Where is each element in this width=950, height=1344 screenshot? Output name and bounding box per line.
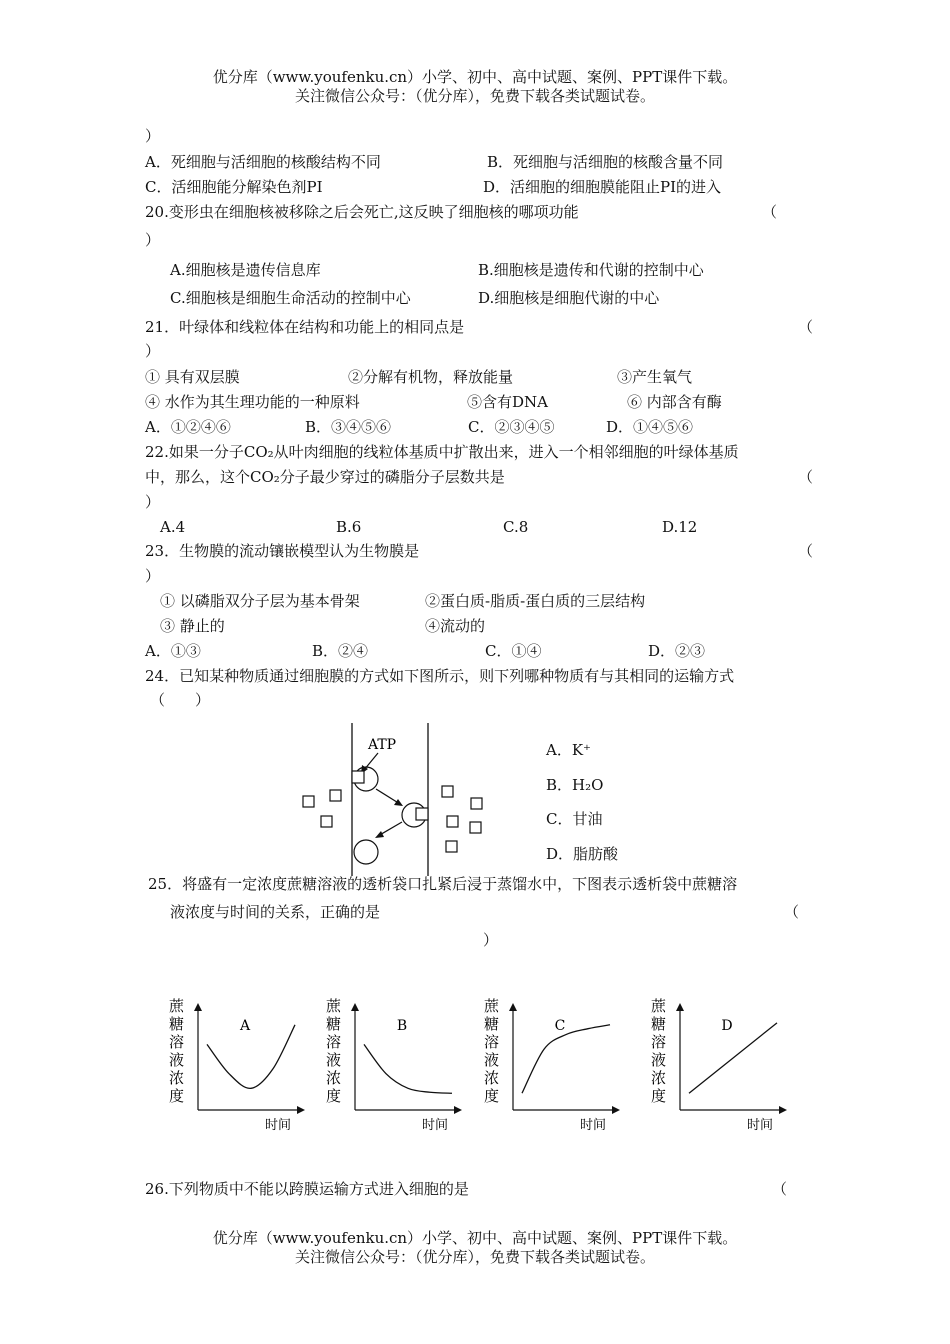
- transport-arrow-1-head: [394, 799, 403, 806]
- chart-C: [478, 995, 628, 1135]
- transport-arrow-2-head: [375, 831, 384, 838]
- q26-stem: 26.下列物质中不能以跨膜运输方式进入细胞的是: [145, 1180, 469, 1198]
- chart-C-ylabel-char: 液: [484, 1051, 500, 1069]
- chart-D-y-arrow: [676, 1003, 684, 1011]
- chart-B-ylabel-char: 液: [326, 1051, 342, 1069]
- q19-option-c: C．活细胞能分解染色剂PI: [145, 178, 323, 196]
- q24-option-c: C．甘油: [546, 810, 603, 828]
- chart-A-y-arrow: [194, 1003, 202, 1011]
- chart-B-title: B: [396, 1018, 408, 1034]
- chart-D-ylabel-char: 蔗: [651, 997, 667, 1015]
- molecule-outside-1: [303, 796, 314, 807]
- molecule-inside-3: [447, 816, 458, 827]
- q26-paren-open: （: [772, 1180, 788, 1198]
- chart-B: [320, 995, 470, 1135]
- q20-option-a: A.细胞核是遗传信息库: [170, 261, 321, 279]
- q22-stem-line-2: 中，那么，这个CO₂分子最少穿过的磷脂分子层数共是: [145, 468, 505, 486]
- q20-paren-close: ）: [145, 231, 161, 249]
- q24-stem: 24．已知某种物质通过细胞膜的方式如下图所示，则下列哪种物质有与其相同的运输方式: [145, 667, 735, 685]
- chart-B-y-arrow: [351, 1003, 359, 1011]
- q21-stem: 21．叶绿体和线粒体在结构和功能上的相同点是: [145, 318, 465, 336]
- chart-B-curve: [364, 1044, 452, 1093]
- molecule-on-carrier-2: [416, 808, 428, 820]
- q23-item-4: ④流动的: [425, 617, 486, 635]
- chart-B-xlabel: 时间: [421, 1118, 449, 1133]
- chart-A-ylabel-char: 度: [169, 1087, 185, 1105]
- q23-option-b: B．②④: [312, 642, 369, 660]
- q23-paren-close: ）: [145, 567, 161, 585]
- chart-A-ylabel-char: 糖: [169, 1015, 185, 1033]
- q24-option-a: A．K⁺: [546, 741, 591, 759]
- molecule-on-carrier-1: [352, 771, 364, 783]
- q19-paren-close: ）: [145, 127, 161, 145]
- molecule-inside-2: [471, 798, 482, 809]
- q23-option-c: C．①④: [485, 642, 542, 660]
- chart-C-curve: [522, 1025, 610, 1093]
- chart-C-xlabel: 时间: [579, 1118, 607, 1133]
- chart-A-ylabel-char: 液: [169, 1051, 185, 1069]
- q23-item-1: ① 以磷脂双分子层为基本骨架: [160, 592, 360, 610]
- active-transport-diagram: [290, 718, 500, 878]
- q25-paren-open: （: [784, 903, 800, 921]
- q24-paren: （ ）: [150, 691, 211, 709]
- q22-paren-open: （: [798, 468, 814, 486]
- q22-option-c: C.8: [503, 518, 529, 536]
- chart-D-x-arrow: [779, 1106, 787, 1114]
- footer-line-1: 优分库（www.youfenku.cn）小学、初中、高中试题、案例、PPT课件下载。: [212, 1229, 738, 1247]
- q19-option-b: B．死细胞与活细胞的核酸含量不同: [487, 153, 724, 171]
- chart-D-ylabel-char: 溶: [651, 1033, 667, 1051]
- q25-stem-line-1: 25．将盛有一定浓度蔗糖溶液的透析袋口扎紧后浸于蒸馏水中，下图表示透析袋中蔗糖溶: [148, 875, 738, 893]
- chart-B-ylabel-char: 浓: [326, 1069, 342, 1087]
- chart-C-x-arrow: [612, 1106, 620, 1114]
- chart-B-ylabel-char: 溶: [326, 1033, 342, 1051]
- chart-C-ylabel-char: 溶: [484, 1033, 500, 1051]
- chart-A-ylabel-char: 浓: [169, 1069, 185, 1087]
- q25-stem-line-2: 液浓度与时间的关系，正确的是: [170, 903, 381, 921]
- q22-option-b: B.6: [336, 518, 362, 536]
- q20-option-b: B.细胞核是遗传和代谢的控制中心: [478, 261, 704, 279]
- q21-option-c: C．②③④⑤: [468, 418, 555, 436]
- chart-D-ylabel-char: 浓: [651, 1069, 667, 1087]
- q25-paren-close: ）: [483, 931, 499, 949]
- chart-B-x-arrow: [454, 1106, 462, 1114]
- q23-stem: 23．生物膜的流动镶嵌模型认为生物膜是: [145, 542, 420, 560]
- chart-A-curve: [207, 1025, 295, 1089]
- q23-item-2: ②蛋白质-脂质-蛋白质的三层结构: [425, 592, 646, 610]
- chart-D-ylabel-char: 液: [651, 1051, 667, 1069]
- chart-A-ylabel-char: 蔗: [169, 997, 185, 1015]
- chart-B-ylabel-char: 蔗: [326, 997, 342, 1015]
- q21-item-2: ②分解有机物，释放能量: [348, 368, 514, 386]
- q22-paren-close: ）: [145, 493, 161, 511]
- chart-C-ylabel-char: 蔗: [484, 997, 500, 1015]
- q19-option-a: A．死细胞与活细胞的核酸结构不同: [145, 153, 381, 171]
- molecule-outside-3: [321, 816, 332, 827]
- chart-D-curve: [689, 1023, 777, 1093]
- chart-A-x-arrow: [297, 1106, 305, 1114]
- chart-A-title: A: [239, 1018, 251, 1034]
- header-line-1: 优分库（www.youfenku.cn）小学、初中、高中试题、案例、PPT课件下载。: [212, 68, 738, 86]
- chart-A-ylabel-char: 溶: [169, 1033, 185, 1051]
- q21-paren-close: ）: [145, 342, 161, 360]
- q23-option-a: A．①③: [145, 642, 201, 660]
- chart-D-ylabel-char: 度: [651, 1087, 667, 1105]
- q22-stem-line-1: 22.如果一分子CO₂从叶肉细胞的线粒体基质中扩散出来，进入一个相邻细胞的叶绿体基质: [145, 443, 739, 461]
- chart-D-ylabel-char: 糖: [651, 1015, 667, 1033]
- q21-paren-open: （: [798, 318, 814, 336]
- chart-C-ylabel-char: 浓: [484, 1069, 500, 1087]
- chart-A: [163, 995, 313, 1135]
- q21-item-6: ⑥ 内部含有酶: [627, 393, 722, 411]
- molecule-inside-5: [446, 841, 457, 852]
- q23-item-3: ③ 静止的: [160, 617, 225, 635]
- q21-item-3: ③产生氧气: [617, 368, 693, 386]
- q24-option-b: B．H₂O: [546, 776, 604, 794]
- header-line-2: 关注微信公众号：（优分库），免费下载各类试题试卷。: [294, 87, 655, 105]
- footer-line-2: 关注微信公众号：（优分库），免费下载各类试题试卷。: [294, 1248, 655, 1266]
- q23-paren-open: （: [798, 542, 814, 560]
- q23-option-d: D．②③: [648, 642, 706, 660]
- chart-D: [645, 995, 795, 1135]
- q20-paren-open: （: [762, 203, 778, 221]
- molecule-inside-1: [442, 786, 453, 797]
- q21-item-5: ⑤含有DNA: [467, 393, 548, 411]
- q21-option-d: D．①④⑤⑥: [606, 418, 694, 436]
- q21-item-1: ① 具有双层膜: [145, 368, 240, 386]
- chart-A-xlabel: 时间: [264, 1118, 292, 1133]
- chart-C-y-arrow: [509, 1003, 517, 1011]
- q22-option-d: D.12: [662, 518, 698, 536]
- q20-option-d: D.细胞核是细胞代谢的中心: [478, 289, 660, 307]
- q22-option-a: A.4: [160, 518, 186, 536]
- chart-D-title: D: [721, 1018, 733, 1034]
- q19-option-d: D．活细胞的细胞膜能阻止PI的进入: [483, 178, 722, 196]
- q21-item-4: ④ 水作为其生理功能的一种原料: [145, 393, 360, 411]
- q20-option-c: C.细胞核是细胞生命活动的控制中心: [170, 289, 411, 307]
- q21-option-a: A．①②④⑥: [145, 418, 231, 436]
- q24-option-d: D．脂肪酸: [546, 845, 619, 863]
- chart-C-title: C: [554, 1018, 566, 1034]
- atp-label: ATP: [368, 737, 397, 753]
- carrier-protein-3: [354, 840, 378, 864]
- molecule-inside-4: [470, 822, 481, 833]
- q21-option-b: B．③④⑤⑥: [305, 418, 392, 436]
- chart-C-ylabel-char: 糖: [484, 1015, 500, 1033]
- molecule-outside-2: [330, 790, 341, 801]
- chart-C-ylabel-char: 度: [484, 1087, 500, 1105]
- chart-B-ylabel-char: 糖: [326, 1015, 342, 1033]
- q20-stem: 20.变形虫在细胞核被移除之后会死亡,这反映了细胞核的哪项功能: [145, 203, 579, 221]
- chart-B-ylabel-char: 度: [326, 1087, 342, 1105]
- chart-D-xlabel: 时间: [746, 1118, 774, 1133]
